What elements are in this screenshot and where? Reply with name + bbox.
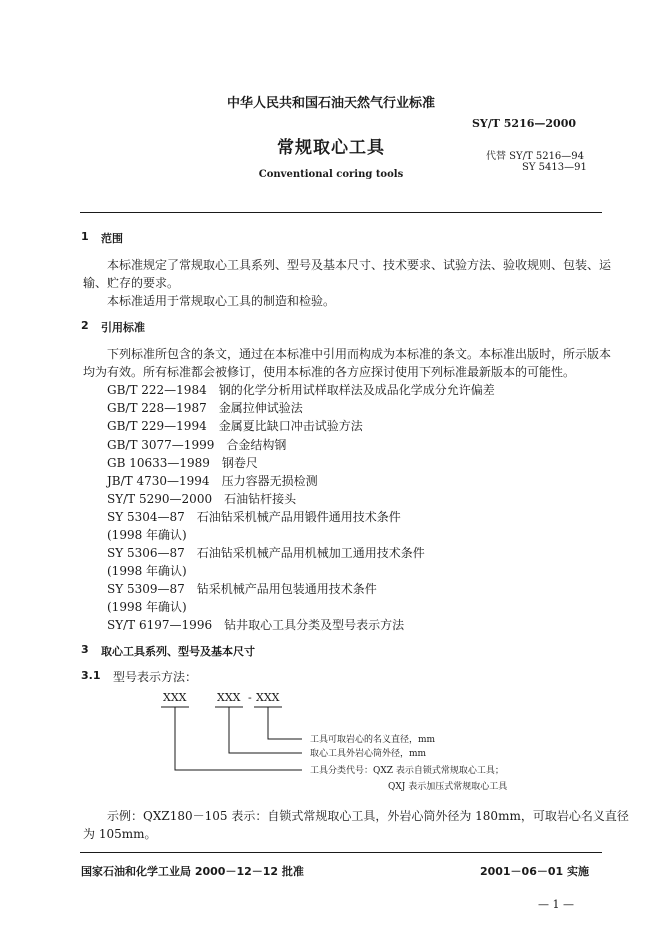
reference-item: SY/T 6197—1996 钻井取心工具分类及型号表示方法 [107, 618, 405, 632]
section-2-paragraph: 下列标准所包含的条文，通过在本标准中引用而构成为本标准的条文。本标准出版时，所示版本 [107, 347, 612, 361]
leader-label-outer-diameter: 取心工具外岩心筒外径，mm [310, 749, 427, 759]
reference-item-note: (1998 年确认) [107, 564, 187, 578]
reference-item-note: (1998 年确认) [107, 528, 187, 542]
leader-outer-diameter [229, 707, 302, 753]
reference-item: GB/T 3077—1999 合金结构钢 [107, 438, 287, 452]
model-code-outer-diameter: XXX [217, 691, 241, 704]
reference-item: JB/T 4730—1994 压力容器无损检测 [107, 474, 318, 488]
standard-number: SY/T 5216—2000 [471, 117, 576, 130]
section-3-heading: 取心工具系列、型号及基本尺寸 [101, 645, 255, 658]
leader-label-core-diameter: 工具可取岩心的名义直径，mm [310, 735, 436, 745]
leader-core-diameter [268, 707, 302, 739]
subsection-3-1-number: 3.1 [81, 669, 101, 682]
section-1-paragraph-1: 本标准规定了常规取心工具系列、型号及基本尺寸、技术要求、试验方法、验收规则、包装、运 [107, 258, 612, 272]
section-3-heading-number: 3 [81, 643, 89, 656]
subsection-3-1-text: 型号表示方法： [113, 670, 198, 684]
section-1-heading-number: 1 [81, 230, 89, 243]
section-1-paragraph-1-cont: 输、贮存的要求。 [83, 276, 180, 290]
page-number: — 1 — [538, 898, 574, 911]
section-2-heading: 引用标准 [101, 321, 145, 334]
document-title: 常规取心工具 [277, 138, 385, 158]
leader-label-classification: 工具分类代号：QXZ 表示自锁式常规取心工具； [310, 766, 504, 776]
replaces-standard-1: 代替 SY/T 5216—94 [486, 151, 585, 162]
issuing-authority-title: 中华人民共和国石油天然气行业标准 [226, 96, 435, 111]
example-text-cont: 为 105mm。 [83, 827, 157, 841]
section-1-paragraph-2: 本标准适用于常规取心工具的制造和检验。 [107, 294, 336, 308]
replaces-standard-2: SY 5413—91 [522, 162, 587, 173]
document-title-english: Conventional coring tools [258, 169, 404, 180]
reference-item: GB/T 222—1984 钢的化学分析用试样取样法及成品化学成分允许偏差 [107, 383, 495, 397]
reference-item: SY 5309—87 钻采机械产品用包装通用技术条件 [107, 582, 377, 596]
reference-item: GB/T 228—1987 金属拉伸试验法 [107, 401, 303, 415]
reference-item: GB/T 229—1994 金属夏比缺口冲击试验方法 [107, 419, 363, 433]
section-2-paragraph-cont: 均为有效。所有标准都会被修订，使用本标准的各方应探讨使用下列标准最新版本的可能性。 [83, 365, 576, 379]
reference-item-note: (1998 年确认) [107, 600, 187, 614]
effective-date: 2001－06－01 实施 [479, 865, 589, 878]
reference-item: SY 5306—87 石油钻采机械产品用机械加工通用技术条件 [107, 546, 425, 560]
reference-item: SY 5304—87 石油钻采机械产品用锻件通用技术条件 [107, 510, 401, 524]
example-text: 示例：QXZ180－105 表示：自锁式常规取心工具，外岩心筒外径为 180mm，可取岩心名义直径 [107, 809, 629, 823]
leader-label-classification-cont: QXJ 表示加压式常规取心工具 [388, 782, 508, 792]
approval-statement: 国家石油和化学工业局 2000－12－12 批准 [81, 865, 304, 878]
model-code-classification: XXX [163, 691, 187, 704]
model-code-core-diameter: XXX [256, 691, 280, 704]
reference-item: GB 10633—1989 钢卷尺 [107, 456, 258, 470]
reference-item: SY/T 5290—2000 石油钻杆接头 [107, 492, 297, 506]
section-2-heading-number: 2 [81, 319, 89, 332]
footer-divider [80, 852, 602, 853]
model-code-dash: - [248, 691, 252, 704]
section-1-heading: 范围 [101, 232, 123, 245]
